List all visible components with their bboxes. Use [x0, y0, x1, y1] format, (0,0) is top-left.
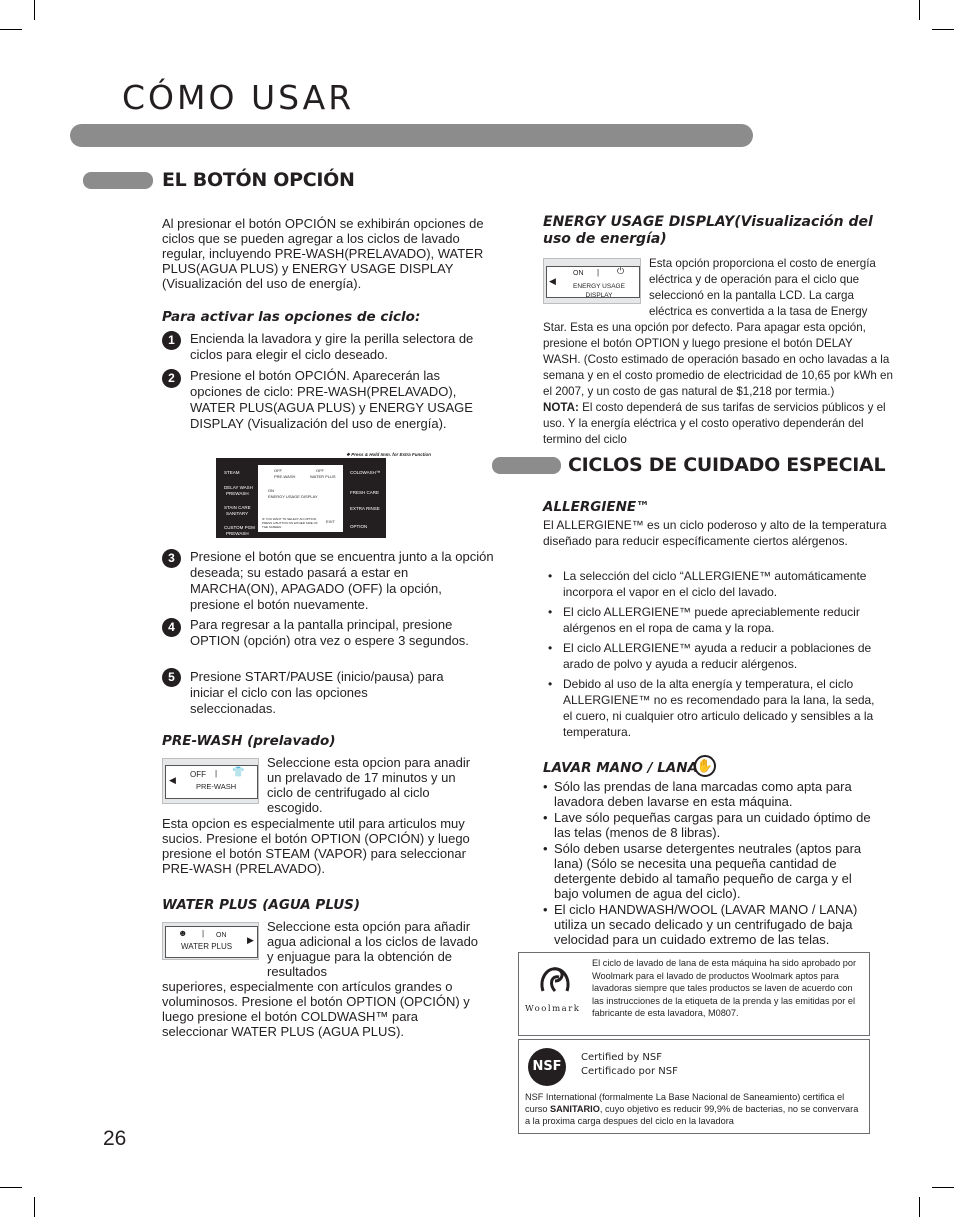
nsf-certified: [581, 1051, 678, 1079]
prewash-side-text: Seleccione esta opcion para anadir un prelavado de 17 minutos y un ciclo de centrifugado al ciclo escogido.: [267, 755, 471, 815]
step-text: Presione el botón OPCIÓN. Aparecerán las opciones de ciclo: PRE-WASH(PRELAVADO), WATER PLUS(AGUA PLUS) y ENERGY USAGE DISPLAY (Visualización del uso de energía).: [190, 368, 473, 431]
list-item: • Sólo las prendas de lana marcadas como apta para lavadora deben lavarse en esta máquina.: [543, 779, 873, 809]
screen-waterplus-state: OFF: [316, 468, 324, 473]
lcd-divider: |: [597, 268, 600, 277]
lcd-label: ENERGY USAGE DISPLAY: [573, 283, 625, 299]
step-text: Encienda la lavadora y gire la perilla selectora de ciclos para elegir el ciclo deseado.: [190, 331, 474, 362]
waterplus-text: superiores, especialmente con artículos grandes o voluminosos. Presione el botón OPTION (OPCIÓN) y luego presione el botón COLDWASH™ para seleccionar WATER PLUS (AGUA PLUS).: [162, 979, 470, 1039]
section-marker: [492, 457, 561, 474]
panel-button: PREWASH: [226, 491, 249, 496]
list-item: • Sólo deben usarse detergentes neutrales (aptos para lana) (Sólo se necesita una pequeña cantidad de detergente debido al tamaño pequeño de carga y el bajo volumen de agua del ciclo).: [543, 841, 873, 901]
step-text: Presione el botón que se encuentra junto a la opción deseada; su estado pasará a estar en MARCHA(ON), APAGADO (OFF) la opción, presione el botón nuevamente.: [190, 549, 494, 612]
screen-waterplus-label: WATER PLUS: [310, 474, 336, 479]
panel-button: OPTION: [350, 524, 368, 529]
woolmark-box: [518, 952, 870, 1036]
control-panel-figure: [216, 458, 386, 538]
woolmark-logo-icon: [537, 961, 573, 997]
lcd-state: ON: [216, 932, 227, 939]
list-item: • Lave sólo pequeñas cargas para un cuidado óptimo de las telas (menos de 8 libras).: [543, 810, 873, 840]
panel-button: STAIN CARE: [224, 505, 251, 510]
panel-button: CUSTOM PGM: [224, 525, 255, 530]
nsf-box: [518, 1039, 870, 1134]
crop-mark: [932, 29, 954, 30]
panel-caption: ❖ Press & Hold Imm. for Extra Function: [346, 452, 432, 457]
left-arrow-icon: ◀: [169, 775, 176, 785]
panel-button: DELAY WASH: [224, 485, 253, 490]
power-icon: ⏻: [617, 266, 625, 276]
energy-text-body: Star. Esta es una opción por defecto. Para apagar esta opción, presione el botón OPTION y luego presione el botón DELAY WASH. (Costo estimado de operación basado en ocho lavadas a la semana y en el costo promedio de electricidad de 10,65 por kWh en el 2007, y un costo de gas natural de $1,218 por termia.): [543, 321, 893, 398]
list-item: • El ciclo ALLERGIENE™ ayuda a reducir a poblaciones de arado de polvo y ayuda a reducir alérgenos.: [543, 640, 883, 672]
panel-button: SANITARY: [226, 511, 249, 516]
step-number: 2: [162, 369, 181, 388]
allergiene-heading: ALLERGIENE™: [543, 499, 650, 515]
activate-heading: Para activar las opciones de ciclo:: [162, 309, 421, 325]
panel-button: PREWASH: [226, 531, 249, 536]
energy-text: [543, 320, 893, 448]
step-number: 5: [162, 668, 181, 687]
lana-heading: LAVAR MANO / LANA: [543, 760, 698, 776]
screen-energy-label: ENERGY USAGE DISPLAY: [268, 494, 318, 499]
step-text: Presione START/PAUSE (inicio/pausa) para iniciar el ciclo con las opciones seleccionadas.: [190, 669, 444, 716]
title-bar: [70, 124, 753, 147]
lcd-state: OFF: [190, 770, 206, 779]
allergiene-list: [543, 568, 883, 744]
screen-prewash-label: PRE-WASH: [274, 474, 296, 479]
section-heading-special: CICLOS DE CUIDADO ESPECIAL: [568, 454, 886, 476]
energy-heading: ENERGY USAGE DISPLAY(Visualización del uso de energía): [543, 214, 873, 247]
screen-energy-state: ON: [268, 488, 274, 493]
nsf-text: [525, 1091, 865, 1127]
panel-screen: [258, 465, 343, 532]
crop-mark: [932, 1187, 954, 1188]
prewash-text: Esta opcion es especialmente util para articulos muy sucios. Presione el botón OPTION (OPCIÓN) y luego presione el botón STEAM (VAPOR) para seleccionar PRE-WASH (PRELAVADO).: [162, 816, 470, 876]
energy-lcd: [543, 258, 641, 304]
nsf-logo-icon: NSF: [528, 1048, 566, 1086]
crop-mark: [919, 1197, 920, 1217]
lcd-state: ON: [573, 270, 584, 277]
panel-button: FRESH CARE: [350, 490, 380, 495]
list-item: • El ciclo ALLERGIENE™ puede apreciablemente reducir alérgenos en el ropa de cama y la ropa.: [543, 604, 883, 636]
waterplus-side-text: Seleccione esta opción para añadir agua adicional a los ciclos de lavado y enjuague para la obtención de resultados: [267, 919, 479, 979]
panel-button: STEAM: [224, 470, 240, 475]
page-number: 26: [103, 1127, 127, 1150]
nsf-cert-es: Certificado por NSF: [581, 1066, 678, 1077]
step-number: 3: [162, 549, 181, 568]
panel-button: EXTRA RINSE: [350, 506, 380, 511]
list-item: • El ciclo HANDWASH/WOOL (LAVAR MANO / LANA) utiliza un secado delicado y un centrifugado de baja velocidad para un cuidado extremo de las telas.: [543, 902, 873, 947]
water-drop-icon: ☻: [178, 928, 188, 938]
prewash-heading: PRE-WASH (prelavado): [162, 733, 336, 749]
step-text: Para regresar a la pantalla principal, presione OPTION (opción) otra vez o espere 3 segundos.: [190, 617, 469, 648]
crop-mark: [0, 1187, 22, 1188]
lcd-divider: |: [202, 929, 205, 938]
waterplus-heading: WATER PLUS (AGUA PLUS): [162, 897, 361, 913]
crop-mark: [0, 29, 22, 30]
section-marker: [83, 172, 153, 189]
list-item: • La selección del ciclo “ALLERGIENE™ automáticamente incorpora el vapor en el ciclo del lavado.: [543, 568, 883, 600]
lana-list: [543, 779, 873, 948]
step-number: 1: [162, 331, 181, 350]
crop-mark: [34, 0, 35, 20]
energy-note-label: NOTA:: [543, 401, 579, 414]
crop-mark: [34, 1197, 35, 1217]
screen-exit: EXIT: [326, 519, 335, 524]
prewash-lcd: [162, 758, 259, 804]
woolmark-logo-text: Woolmark: [525, 1004, 581, 1014]
list-item: • Debido al uso de la alta energía y temperatura, el ciclo ALLERGIENE™ no es recomendado para la lana, la seda, el cuero, ni cualquier otro articulo delicado y sensibles a la temperatura.: [543, 676, 883, 740]
shirt-icon: 👕: [232, 767, 245, 778]
hand-wash-icon: ✋: [694, 755, 716, 777]
step-number: 4: [162, 618, 181, 637]
right-arrow-icon: ▶: [247, 935, 254, 945]
page-title: CÓMO USAR: [122, 78, 355, 117]
section-heading-option: EL BOTÓN OPCIÓN: [162, 169, 355, 191]
nsf-text-bold: SANITARIO: [550, 1104, 600, 1114]
nsf-cert-en: Certified by NSF: [581, 1052, 662, 1063]
nsf-text-pre: NSF International (formalmente La Base Nacional de Saneamiento) certifica el curso: [525, 1092, 845, 1114]
option-intro: Al presionar el botón OPCIÓN se exhibirán opciones de ciclos que se pueden agregar a los ciclos de lavado regular, incluyendo PRE-WASH(PRELAVADO), WATER PLUS(AGUA PLUS) y ENERGY USAGE DISPLAY (Visualización del uso de energía).: [162, 216, 484, 291]
woolmark-text: El ciclo de lavado de lana de esta máquina ha sido aprobado por Woolmark para el lavado de productos Woolmark aptos para lavadoras siempre que tales productos se laven de acuerdo con las instrucciones de la etiqueta de la prenda y las emitidas por el fabricante de esta lavadora, M0807.: [592, 958, 857, 1018]
screen-note: IF YOU WANT TO SELECT AN OPTION, PRESS A BUTTON ON EITHER SIDE OF THE SCREEN: [262, 517, 318, 529]
nsf-text-post: , cuyo objetivo es reducir 99,9% de bacterias, no se convervara a la proxima carga despues del ciclo en la lavadora: [525, 1104, 859, 1126]
energy-side-text: Esta opción proporciona el costo de energía eléctrica y de operación para el ciclo que seleccionó en la pantalla LCD. La carga eléctrica es convertida a la tasa de Energy: [649, 257, 876, 318]
lcd-label: WATER PLUS: [181, 942, 233, 951]
waterplus-lcd: [162, 922, 259, 960]
left-arrow-icon: ◀: [549, 276, 556, 286]
panel-button: COLDWASH™: [350, 470, 381, 475]
lcd-divider: |: [215, 769, 218, 778]
crop-mark: [919, 0, 920, 20]
energy-note-text: El costo dependerá de sus tarifas de servicios públicos y el uso. Y la energía eléctrica y el costo operativo dependerán del termino del ciclo: [543, 401, 886, 446]
allergiene-intro: El ALLERGIENE™ es un ciclo poderoso y alto de la temperatura diseñado para reducir específicamente ciertos alérgenos.: [543, 518, 887, 548]
screen-prewash-state: OFF: [274, 468, 282, 473]
lcd-label: PRE-WASH: [196, 782, 237, 791]
